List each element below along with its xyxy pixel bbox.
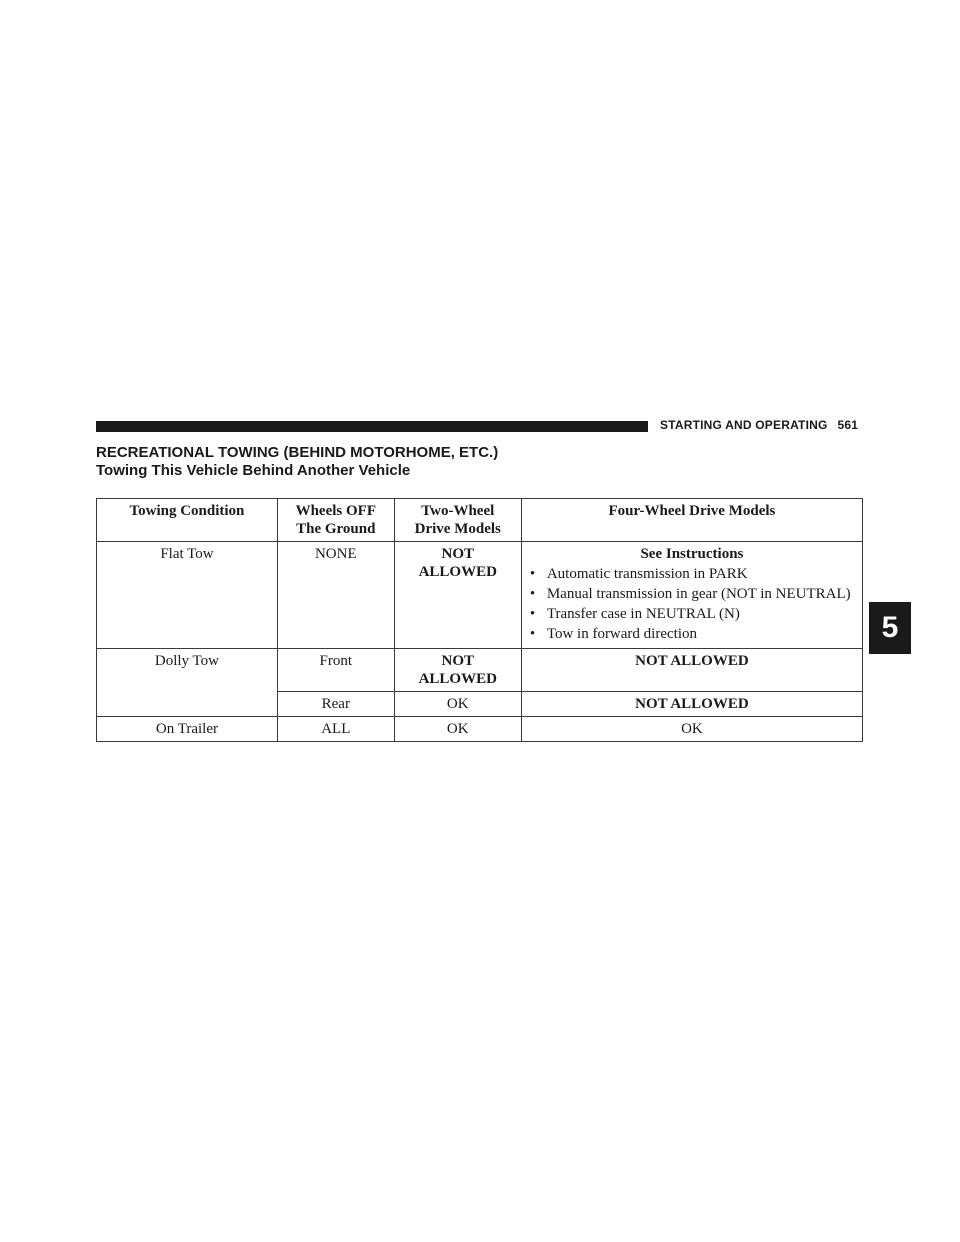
cell-four-wheel: NOT ALLOWED: [521, 649, 862, 692]
table-row-flat-tow: [97, 542, 863, 649]
cell-wheels: Rear: [277, 692, 394, 717]
cell-wheels: ALL: [277, 717, 394, 742]
header-two-wheel: Two-Wheel Drive Models: [394, 499, 521, 542]
cell-two-wheel: OK: [394, 692, 521, 717]
cell-condition: Dolly Tow: [97, 649, 278, 717]
subsection-title: Towing This Vehicle Behind Another Vehicle: [96, 462, 411, 479]
cell-four-wheel: [521, 542, 862, 649]
table-row-on-trailer: [97, 717, 863, 742]
cell-two-wheel: OK: [394, 717, 521, 742]
cell-two-wheel: NOT ALLOWED: [394, 649, 521, 692]
instructions-list: [528, 565, 856, 643]
instructions-heading: See Instructions: [640, 546, 744, 562]
cell-wheels: NONE: [277, 542, 394, 649]
list-item: • Tow in forward direction: [528, 625, 856, 643]
cell-four-wheel: OK: [521, 717, 862, 742]
cell-wheels: Front: [277, 649, 394, 692]
cell-four-wheel: NOT ALLOWED: [521, 692, 862, 717]
header-rule: [96, 421, 648, 432]
header-wheels-off: Wheels OFF The Ground: [277, 499, 394, 542]
table-row-dolly-front: [97, 649, 863, 692]
cell-condition: Flat Tow: [97, 542, 278, 649]
header-four-wheel: Four-Wheel Drive Models: [521, 499, 862, 542]
towing-table: [96, 498, 863, 742]
running-header: [660, 418, 870, 432]
cell-two-wheel: NOT ALLOWED: [394, 542, 521, 649]
cell-condition: On Trailer: [97, 717, 278, 742]
chapter-tab: 5: [869, 602, 911, 654]
section-title: RECREATIONAL TOWING (BEHIND MOTORHOME, ETC.): [96, 444, 499, 461]
list-item: • Manual transmission in gear (NOT in NEUTRAL): [528, 585, 856, 603]
list-item: • Automatic transmission in PARK: [528, 565, 856, 583]
table-header-row: [97, 499, 863, 542]
header-section: STARTING AND OPERATING: [660, 418, 828, 432]
page-number: 561: [837, 418, 859, 432]
list-item: • Transfer case in NEUTRAL (N): [528, 605, 856, 623]
header-towing-condition: Towing Condition: [97, 499, 278, 542]
